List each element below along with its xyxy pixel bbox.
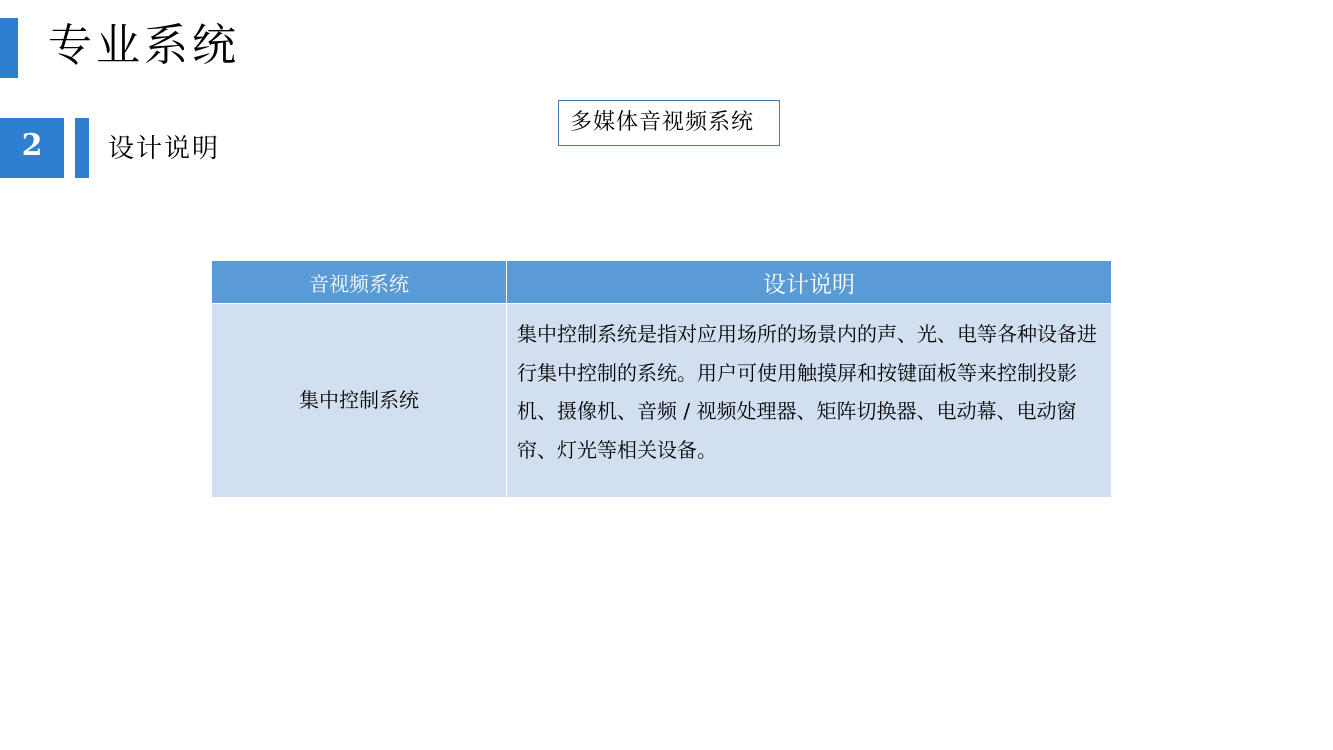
page-title: 专业系统 [48, 20, 240, 71]
title-accent-bar [0, 18, 18, 78]
system-table [211, 260, 1112, 498]
table-header-row [212, 261, 1112, 304]
table-cell-name [212, 304, 507, 498]
topic-box-text: 多媒体音视频系统 [570, 110, 755, 135]
system-name: 集中控制系统 [299, 388, 419, 412]
system-description: 集中控制系统是指对应用场所的场景内的声、光、电等各种设备进行集中控制的系统。用户可使用触摸屏和按键面板等来控制投影机、摄像机、音频 / 视频处理器、矩阵切换器、电动幕、电动窗帘、灯光等相关设备。 [517, 322, 1097, 462]
section-accent-bar [75, 118, 89, 178]
table-row [212, 304, 1112, 498]
section-label: 设计说明 [108, 134, 221, 164]
table-header-design: 设计说明 [507, 261, 1112, 304]
table-header-system: 音视频系统 [212, 261, 507, 304]
section-number: 2 [0, 118, 64, 178]
table-cell-description [507, 304, 1112, 498]
